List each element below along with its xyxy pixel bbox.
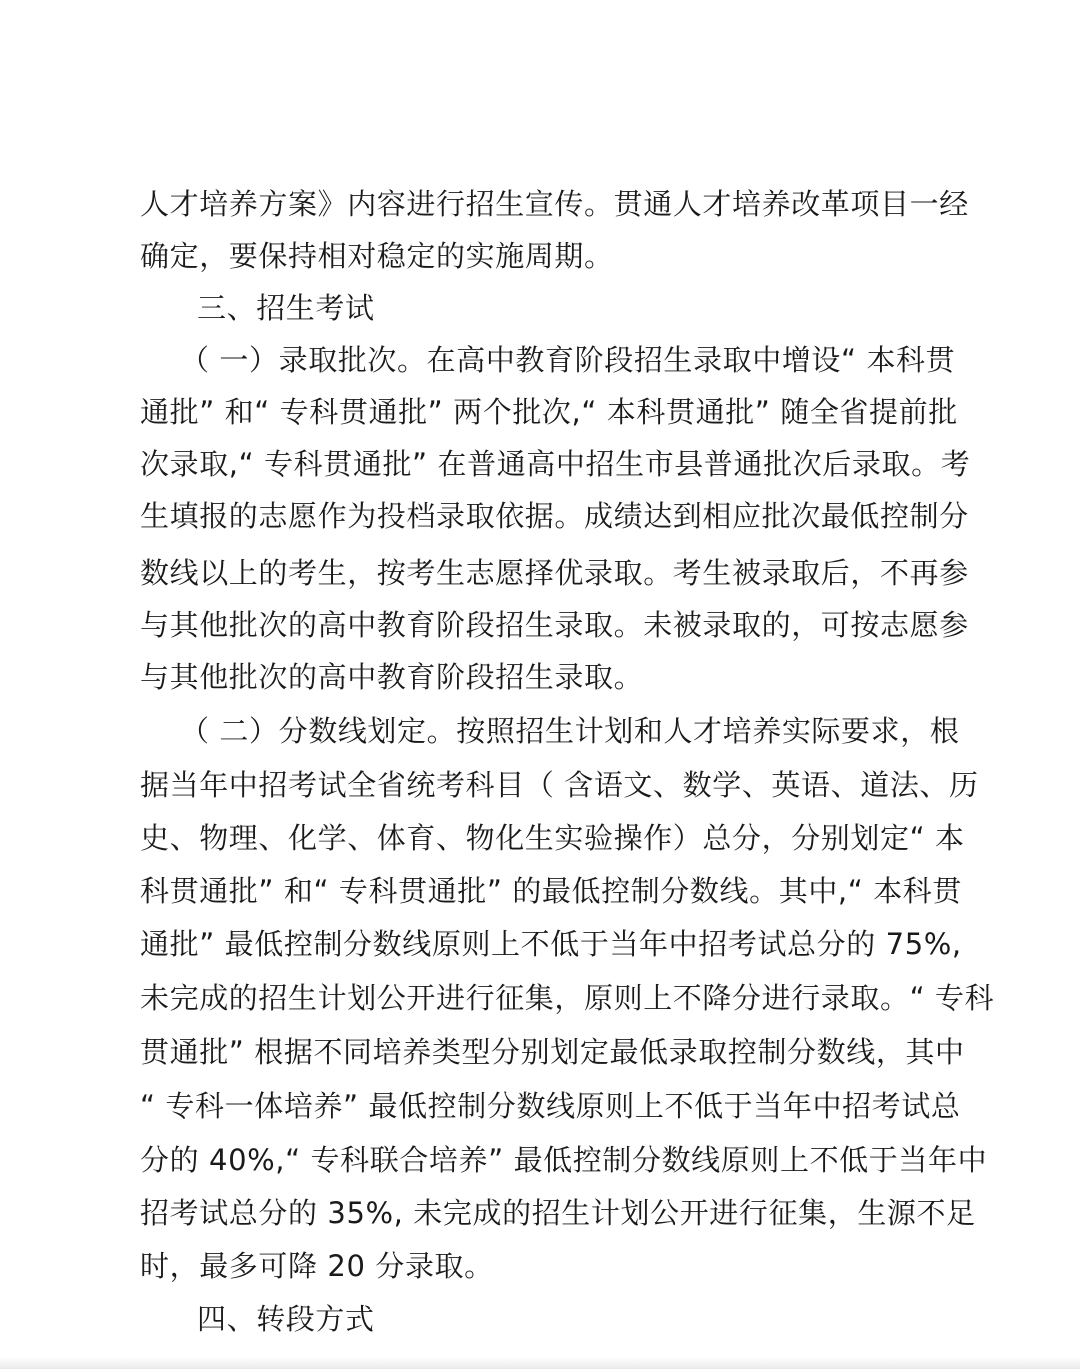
text-line: （ 一）录取批次。在高中教育阶段招生录取中增设“ 本科贯 [180, 343, 956, 377]
text-line: （ 二）分数线划定。按照招生计划和人才培养实际要求，根 [180, 714, 960, 748]
text-line: 贯通批” 根据不同培养类型分别划定最低录取控制分数线，其中 [140, 1035, 965, 1069]
section-heading: 四、转段方式 [197, 1302, 375, 1336]
text-line: 通批” 最低控制分数线原则上不低于当年中招考试总分的 75%, [140, 927, 962, 961]
text-line: 未完成的招生计划公开进行征集，原则上不降分进行录取。“ 专科 [140, 981, 995, 1015]
text-line: 科贯通批” 和“ 专科贯通批” 的最低控制分数线。其中,“ 本科贯 [140, 874, 962, 908]
text-line: 生填报的志愿作为投档录取依据。成绩达到相应批次最低控制分 [140, 499, 969, 533]
text-line: 史、物理、化学、体育、物化生实验操作）总分，分别划定“ 本 [140, 821, 965, 855]
text-line: 分的 40%,“ 专科联合培养” 最低控制分数线原则上不低于当年中 [140, 1143, 988, 1177]
text-line: 时，最多可降 20 分录取。 [140, 1249, 494, 1283]
text-line: 人才培养方案》内容进行招生宣传。贯通人才培养改革项目一经 [140, 187, 969, 221]
section-heading: 三、招生考试 [197, 291, 375, 325]
text-line: 招考试总分的 35%, 未完成的招生计划公开进行征集，生源不足 [140, 1196, 976, 1230]
text-line: 次录取,“ 专科贯通批” 在普通高中招生市县普通批次后录取。考 [140, 447, 971, 481]
text-line: 与其他批次的高中教育阶段招生录取。未被录取的，可按志愿参 [140, 608, 969, 642]
text-line: 与其他批次的高中教育阶段招生录取。 [140, 660, 644, 694]
text-line: “ 专科一体培养” 最低控制分数线原则上不低于当年中招考试总 [140, 1089, 961, 1123]
page-bottom-edge [0, 1357, 1080, 1369]
text-line: 数线以上的考生，按考生志愿择优录取。考生被录取后，不再参 [140, 556, 969, 590]
text-line: 据当年中招考试全省统考科目（ 含语文、数学、英语、道法、历 [140, 768, 979, 802]
text-line: 通批” 和“ 专科贯通批” 两个批次,“ 本科贯通批” 随全省提前批 [140, 395, 958, 429]
text-line: 确定，要保持相对稳定的实施周期。 [140, 239, 614, 273]
